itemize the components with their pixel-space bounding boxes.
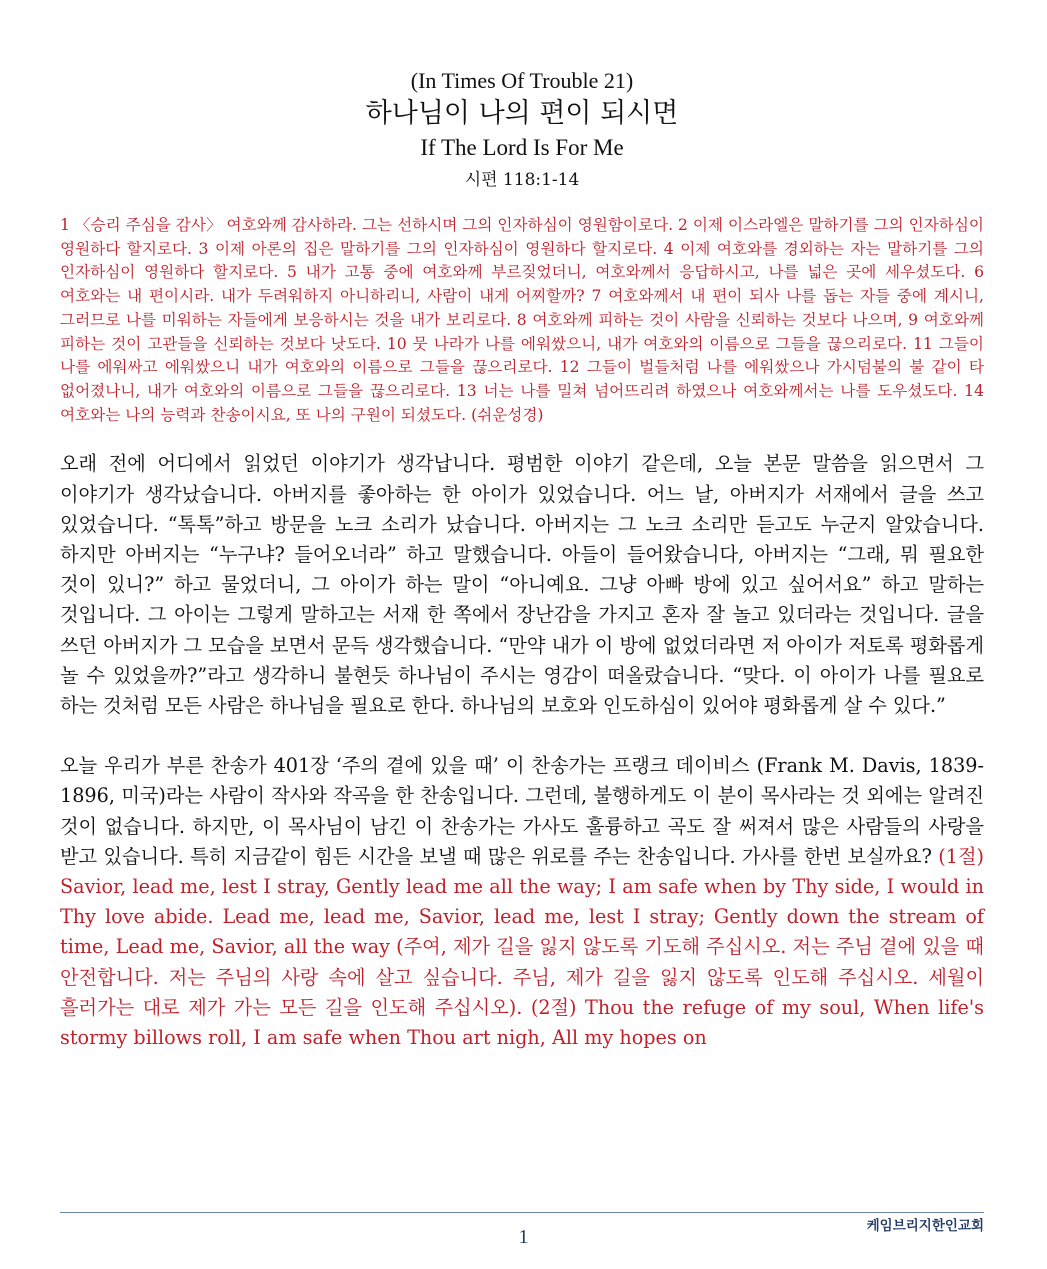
page-number: 1 <box>518 1226 529 1248</box>
footer-divider <box>60 1212 984 1213</box>
sermon-paragraph-1: 오래 전에 어디에서 읽었던 이야기가 생각납니다. 평범한 이야기 같은데, 오늘 본문 말씀을 읽으면서 그 이야기가 생각났습니다. 아버지를 좋아하는 한 아이가 있었습니다. 어느 날, 아버지가 서재에서 글을 쓰고 있었습니다. “톡톡”하고 방문을 노크 소리가 났습니다. 아버지는 그 노크 소리만 듣고도 누군지 알았습니다. 하지만 아버지는 “누구냐? 들어오너라” 하고 말했습니다. 아들이 들어왔습니다, 아버지는 “그래, 뭐 필요한 것이 있니?” 하고 물었더니, 그 아이가 하는 말이 “아니예요. 그냥 아빠 방에 있고 싶어서요” 하고 말하는 것입니다. 그 아이는 그렇게 말하고는 서재 한 쪽에서 장난감을 가지고 혼자 잘 놀고 있더라는 것입니다. 글을 쓰던 아버지가 그 모습을 보면서 문득 생각했습니다. “만약 내가 이 방에 없었더라면 저 아이가 저토록 평화롭게 놀 수 있었을까?”라고 생각하니 불현듯 하나님이 주시는 영감이 떠올랐습니다. “맞다. 이 아이가 나를 필요로 하는 것처럼 모든 사람은 하나님을 필요로 한다. 하나님의 보호와 인도하심이 있어야 평화롭게 살 수 있다.” <box>60 452 984 717</box>
sermon-title-english: If The Lord Is For Me <box>420 135 624 160</box>
document-page <box>60 66 984 1053</box>
church-name: 케임브리지한인교회 <box>866 1218 984 1234</box>
scripture-passage: 1 〈승리 주심을 감사〉 여호와께 감사하라. 그는 선하시며 그의 인자하심이 영원함이로다. 2 이제 이스라엘은 말하기를 그의 인자하심이 영원하다 할지로다. 3 이제 아론의 집은 말하기를 그의 인자하심이 영원하다 할지로다. 4 이제 여호와를 경외하는 자는 말하기를 그의 인자하심이 영원하다 할지로다. 5 내가 고통 중에 여호와께 부르짖었더니, 여호와께서 응답하시고, 나를 넓은 곳에 세우셨도다. 6 여호와는 내 편이시라. 내가 두려워하지 아니하리니, 사람이 내게 어찌할까? 7 여호와께서 내 편이 되사 나를 돕는 자들 중에 계시니, 그러므로 나를 미워하는 자들에게 보응하시는 것을 내가 보리로다. 8 여호와께 피하는 것이 사람을 신뢰하는 것보다 나으며, 9 여호와께 피하는 것이 고관들을 신뢰하는 것보다 낫도다. 10 뭇 나라가 나를 에워쌌으니, 내가 여호와의 이름으로 그들을 끊으리로다. 11 그들이 나를 에워싸고 에워쌌으니 내가 여호와의 이름으로 그들을 끊으리로다. 12 그들이 벌들처럼 나를 에워쌌으나 가시덤불의 불 같이 타 없어졌나니, 내가 여호와의 이름으로 그들을 끊으리로다. 13 너는 나를 밀쳐 넘어뜨리려 하였으나 여호와께서는 나를 도우셨도다. 14 여호와는 나의 능력과 찬송이시요, 또 나의 구원이 되셨도다. (쉬운성경) <box>60 216 984 424</box>
series-title: (In Times Of Trouble 21) <box>410 68 634 93</box>
sermon-paragraph-2 <box>60 751 984 1053</box>
sermon-title-korean: 하나님이 나의 편이 되시면 <box>365 98 679 129</box>
scripture-reference: 시편 118:1-14 <box>464 170 580 190</box>
paragraph-2-text: 오늘 우리가 부른 찬송가 401장 ‘주의 곁에 있을 때’ 이 찬송가는 프랭크 데이비스 (Frank M. Davis, 1839-1896, 미국)라는 사람이 작사와 작곡을 한 찬송입니다. 그런데, 불행하게도 이 분이 목사라는 것 외에는 알려진 것이 없습니다. 하지만, 이 목사님이 남긴 이 찬송가는 가사도 훌륭하고 곡도 잘 써져서 많은 사람들의 사랑을 받고 있습니다. 특히 지금같이 힘든 시간을 보낼 때 많은 위로를 주는 찬송입니다. 가사를 한번 보실까요? <box>60 754 984 868</box>
hymn-lyrics: (1절) Savior, lead me, lest I stray, Gently lead me all the way; I am safe when by Thy side, I would in Thy love abide. Lead me, lead me, Savior, lead me, lest I stray; Gently down the stream of time, Lead me, Savior, all the way (주여, 제가 길을 잃지 않도록 기도해 주십시오. 저는 주님 곁에 있을 때 안전합니다. 저는 주님의 사랑 속에 살고 싶습니다. 주님, 제가 길을 잃지 않도록 인도해 주십시오. 세월이 흘러가는 대로 제가 가는 모든 길을 인도해 주십시오). (2절) Thou the refuge of my soul, When life's stormy billows roll, I am safe when Thou art nigh, All my hopes on <box>60 844 984 1049</box>
